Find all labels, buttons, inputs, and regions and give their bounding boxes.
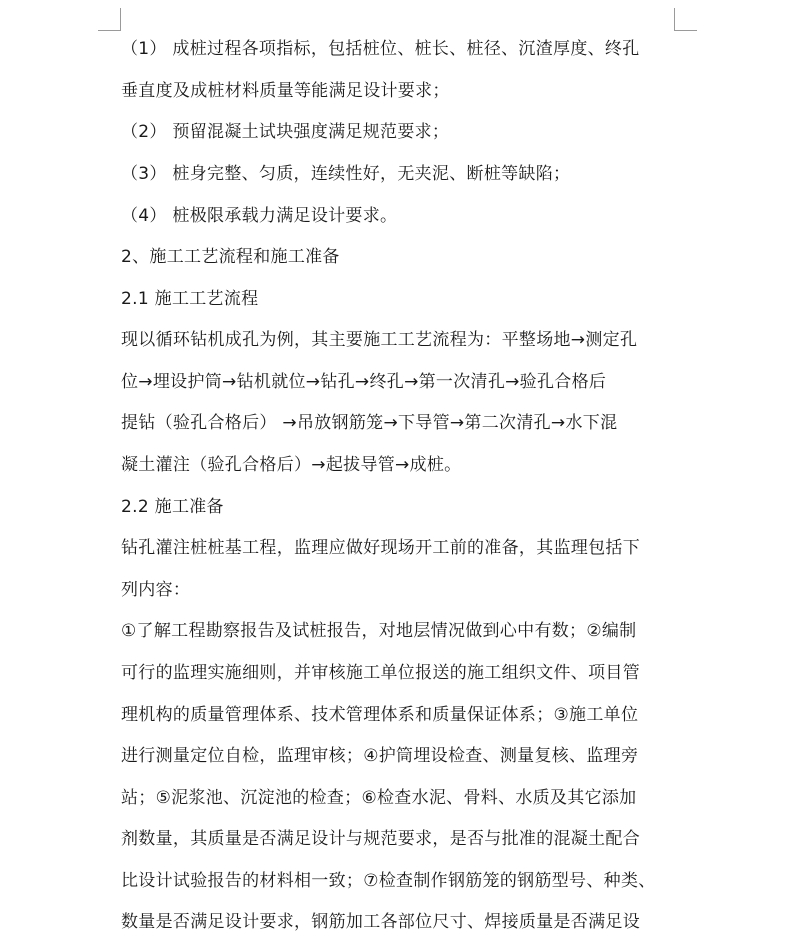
margin-corner-mark-right — [674, 8, 697, 31]
text-line: 提钻（验孔合格后） →吊放钢筋笼→下导管→第二次清孔→水下混 — [121, 413, 618, 433]
text-line: （2） 预留混凝土试块强度满足规范要求； — [121, 122, 450, 142]
text-line: 站；⑤泥浆池、沉淀池的检查；⑥检查水泥、骨料、水质及其它添加 — [121, 788, 637, 808]
text-line: 钻孔灌注桩桩基工程，监理应做好现场开工前的准备，其监理包括下 — [121, 538, 640, 558]
text-line: 比设计试验报告的材料相一致；⑦检查制作钢筋笼的钢筋型号、种类、 — [121, 871, 656, 891]
margin-corner-mark-left — [98, 8, 121, 31]
text-line: 剂数量，其质量是否满足设计与规范要求，是否与批准的混凝土配合 — [121, 829, 640, 849]
section-heading: 2、施工工艺流程和施工准备 — [121, 247, 340, 267]
text-line: ①了解工程勘察报告及试桩报告，对地层情况做到心中有数；②编制 — [121, 621, 637, 641]
text-line: 可行的监理实施细则，并审核施工单位报送的施工组织文件、项目管 — [121, 663, 640, 683]
text-line: （1） 成桩过程各项指标，包括桩位、桩长、桩径、沉渣厚度、终孔 — [121, 39, 640, 59]
text-line: 现以循环钻机成孔为例，其主要施工工艺流程为：平整场地→测定孔 — [121, 330, 638, 350]
text-line: 列内容： — [121, 580, 191, 600]
text-line: 位→埋设护筒→钻机就位→钻孔→终孔→第一次清孔→验孔合格后 — [121, 372, 607, 392]
text-line: 凝土灌注（验孔合格后）→起拔导管→成桩。 — [121, 455, 462, 475]
text-line: 理机构的质量管理体系、技术管理体系和质量保证体系；③施工单位 — [121, 705, 639, 725]
text-line: （3） 桩身完整、匀质，连续性好，无夹泥、断桩等缺陷； — [121, 164, 571, 184]
subsection-heading: 2.2 施工准备 — [121, 497, 224, 517]
text-line: 数量是否满足设计要求，钢筋加工各部位尺寸、焊接质量是否满足设 — [121, 912, 640, 932]
subsection-heading: 2.1 施工工艺流程 — [121, 289, 259, 309]
text-line: （4） 桩极限承载力满足设计要求。 — [121, 206, 398, 226]
text-line: 垂直度及成桩材料质量等能满足设计要求； — [121, 81, 450, 101]
text-line: 进行测量定位自检，监理审核；④护筒埋设检查、测量复核、监理旁 — [121, 746, 639, 766]
